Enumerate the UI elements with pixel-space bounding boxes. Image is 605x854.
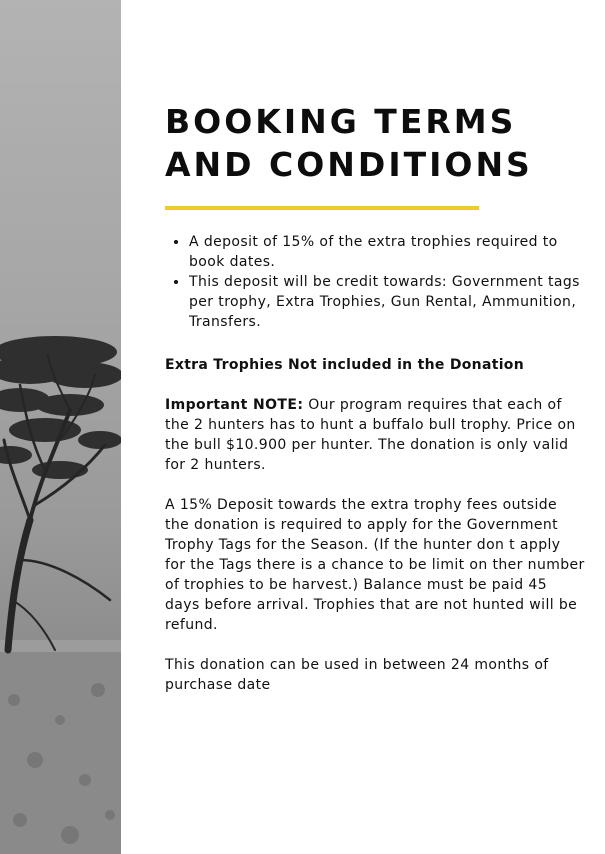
- important-note-label: Important NOTE:: [165, 397, 304, 413]
- extras-heading: Extra Trophies Not included in the Donation: [165, 357, 524, 373]
- savanna-acacia-photo: [0, 0, 121, 854]
- deposit-bullet-list: [165, 232, 585, 332]
- important-note-text: Our program requires that each of the 2 hunters has to hunt a buffalo bull trophy. Price on the bull $10.900 per hunter. The donation is only valid for 2 hunters.: [165, 397, 576, 473]
- title-line-2: AND CONDITIONS: [165, 145, 533, 184]
- important-note-paragraph: [165, 395, 585, 475]
- bullet-item: • This deposit will be credit towards: Government tags per trophy, Extra Trophies, Gun Rental, Ammunition, Transfers.: [189, 272, 585, 332]
- acacia-tree-illustration: [0, 0, 121, 854]
- title-line-1: BOOKING TERMS: [165, 102, 517, 141]
- terms-content: [165, 100, 585, 695]
- deposit-paragraph: A 15% Deposit towards the extra trophy fees outside the donation is required to apply for the Government Trophy Tags for the Season. (If the hunter don t apply for the Tags there is a chance to be limit on ther number of trophies to be harvest.) Balance must be paid 45 days before arrival. Trophies that are not hunted will be refund.: [165, 497, 585, 633]
- title-underline-rule: [165, 206, 479, 210]
- usage-paragraph: This donation can be used in between 24 months of purchase date: [165, 657, 549, 693]
- page-title: [165, 100, 585, 186]
- bullet-item: • A deposit of 15% of the extra trophies required to book dates.: [189, 232, 585, 272]
